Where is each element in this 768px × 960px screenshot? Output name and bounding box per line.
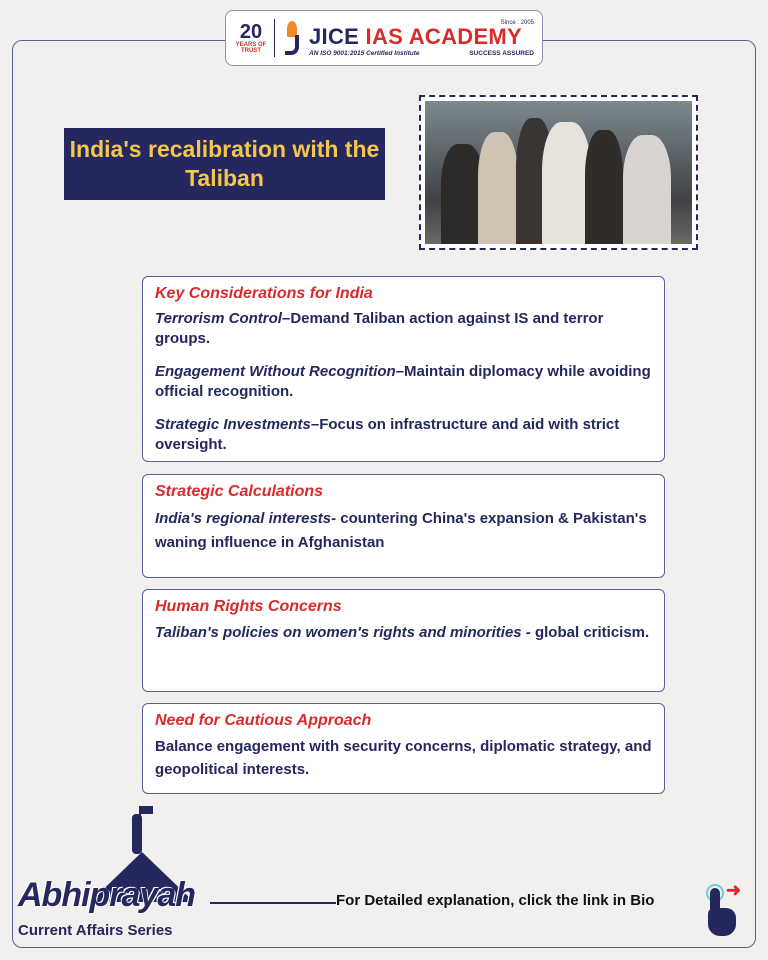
- item-text: Maintain diplomacy while avoiding official recognition.: [155, 363, 651, 400]
- tap-hand-icon[interactable]: [700, 880, 744, 938]
- academy-name-part2: IAS ACADEMY: [365, 23, 523, 49]
- logo-divider: [274, 19, 275, 57]
- item-text: Focus on infrastructure and aid with strict oversight.: [155, 416, 620, 453]
- flag-icon: [141, 806, 153, 814]
- brand-wordmark: Abhiprayah: [18, 876, 196, 914]
- news-photo: [419, 95, 698, 250]
- item-text: countering China's expansion & Pakistan's waning influence in Afghanistan: [155, 510, 647, 551]
- years-label: YEARS OF TRUST: [235, 42, 267, 54]
- card-cautious-approach: [142, 703, 665, 794]
- series-label: Current Affairs Series: [18, 922, 173, 939]
- abhiprayah-brand: [18, 806, 218, 946]
- card-item: [155, 362, 652, 401]
- item-lead: Strategic Investments–: [155, 416, 320, 433]
- card-heading: Human Rights Concerns: [155, 598, 342, 615]
- years-badge: [234, 22, 268, 54]
- card-item: [155, 507, 652, 555]
- iso-label: AN ISO 9001:2015 Certified Institute: [309, 49, 420, 57]
- since-label: Since : 2005: [500, 19, 534, 26]
- card-item: [155, 736, 652, 781]
- bio-link-cta[interactable]: For Detailed explanation, click the link in Bio: [336, 892, 655, 909]
- footer-divider: [210, 902, 336, 904]
- years-number: 20: [239, 21, 263, 43]
- academy-logo: [225, 10, 543, 66]
- torch-icon: [281, 19, 303, 57]
- item-lead: India's regional interests-: [155, 510, 337, 527]
- item-text: Demand Taliban action against IS and terror groups.: [155, 310, 604, 347]
- card-human-rights: [142, 589, 665, 692]
- item-text: global criticism.: [530, 624, 650, 641]
- card-heading: Strategic Calculations: [155, 483, 324, 500]
- page-title: India's recalibration with the Taliban: [64, 128, 385, 200]
- tagline: SUCCESS ASSURED: [469, 49, 534, 57]
- academy-name-part1: JICE: [309, 23, 360, 49]
- card-strategic-calculations: [142, 474, 665, 578]
- academy-name: [309, 23, 534, 49]
- item-text: Balance engagement with security concerns, diplomatic strategy, and geopolitical interests.: [155, 738, 652, 778]
- card-heading: Need for Cautious Approach: [155, 712, 372, 729]
- item-lead: Engagement Without Recognition–: [155, 363, 405, 380]
- card-item: [155, 622, 652, 645]
- item-lead: Terrorism Control–: [155, 310, 291, 327]
- item-lead: Taliban's policies on women's rights and minorities -: [155, 624, 531, 641]
- card-item: [155, 415, 652, 454]
- card-key-considerations: [142, 276, 665, 462]
- arrow-right-icon: ➜: [726, 880, 742, 900]
- card-heading: Key Considerations for India: [155, 285, 373, 302]
- climber-icon: [132, 814, 142, 854]
- card-item: [155, 309, 652, 348]
